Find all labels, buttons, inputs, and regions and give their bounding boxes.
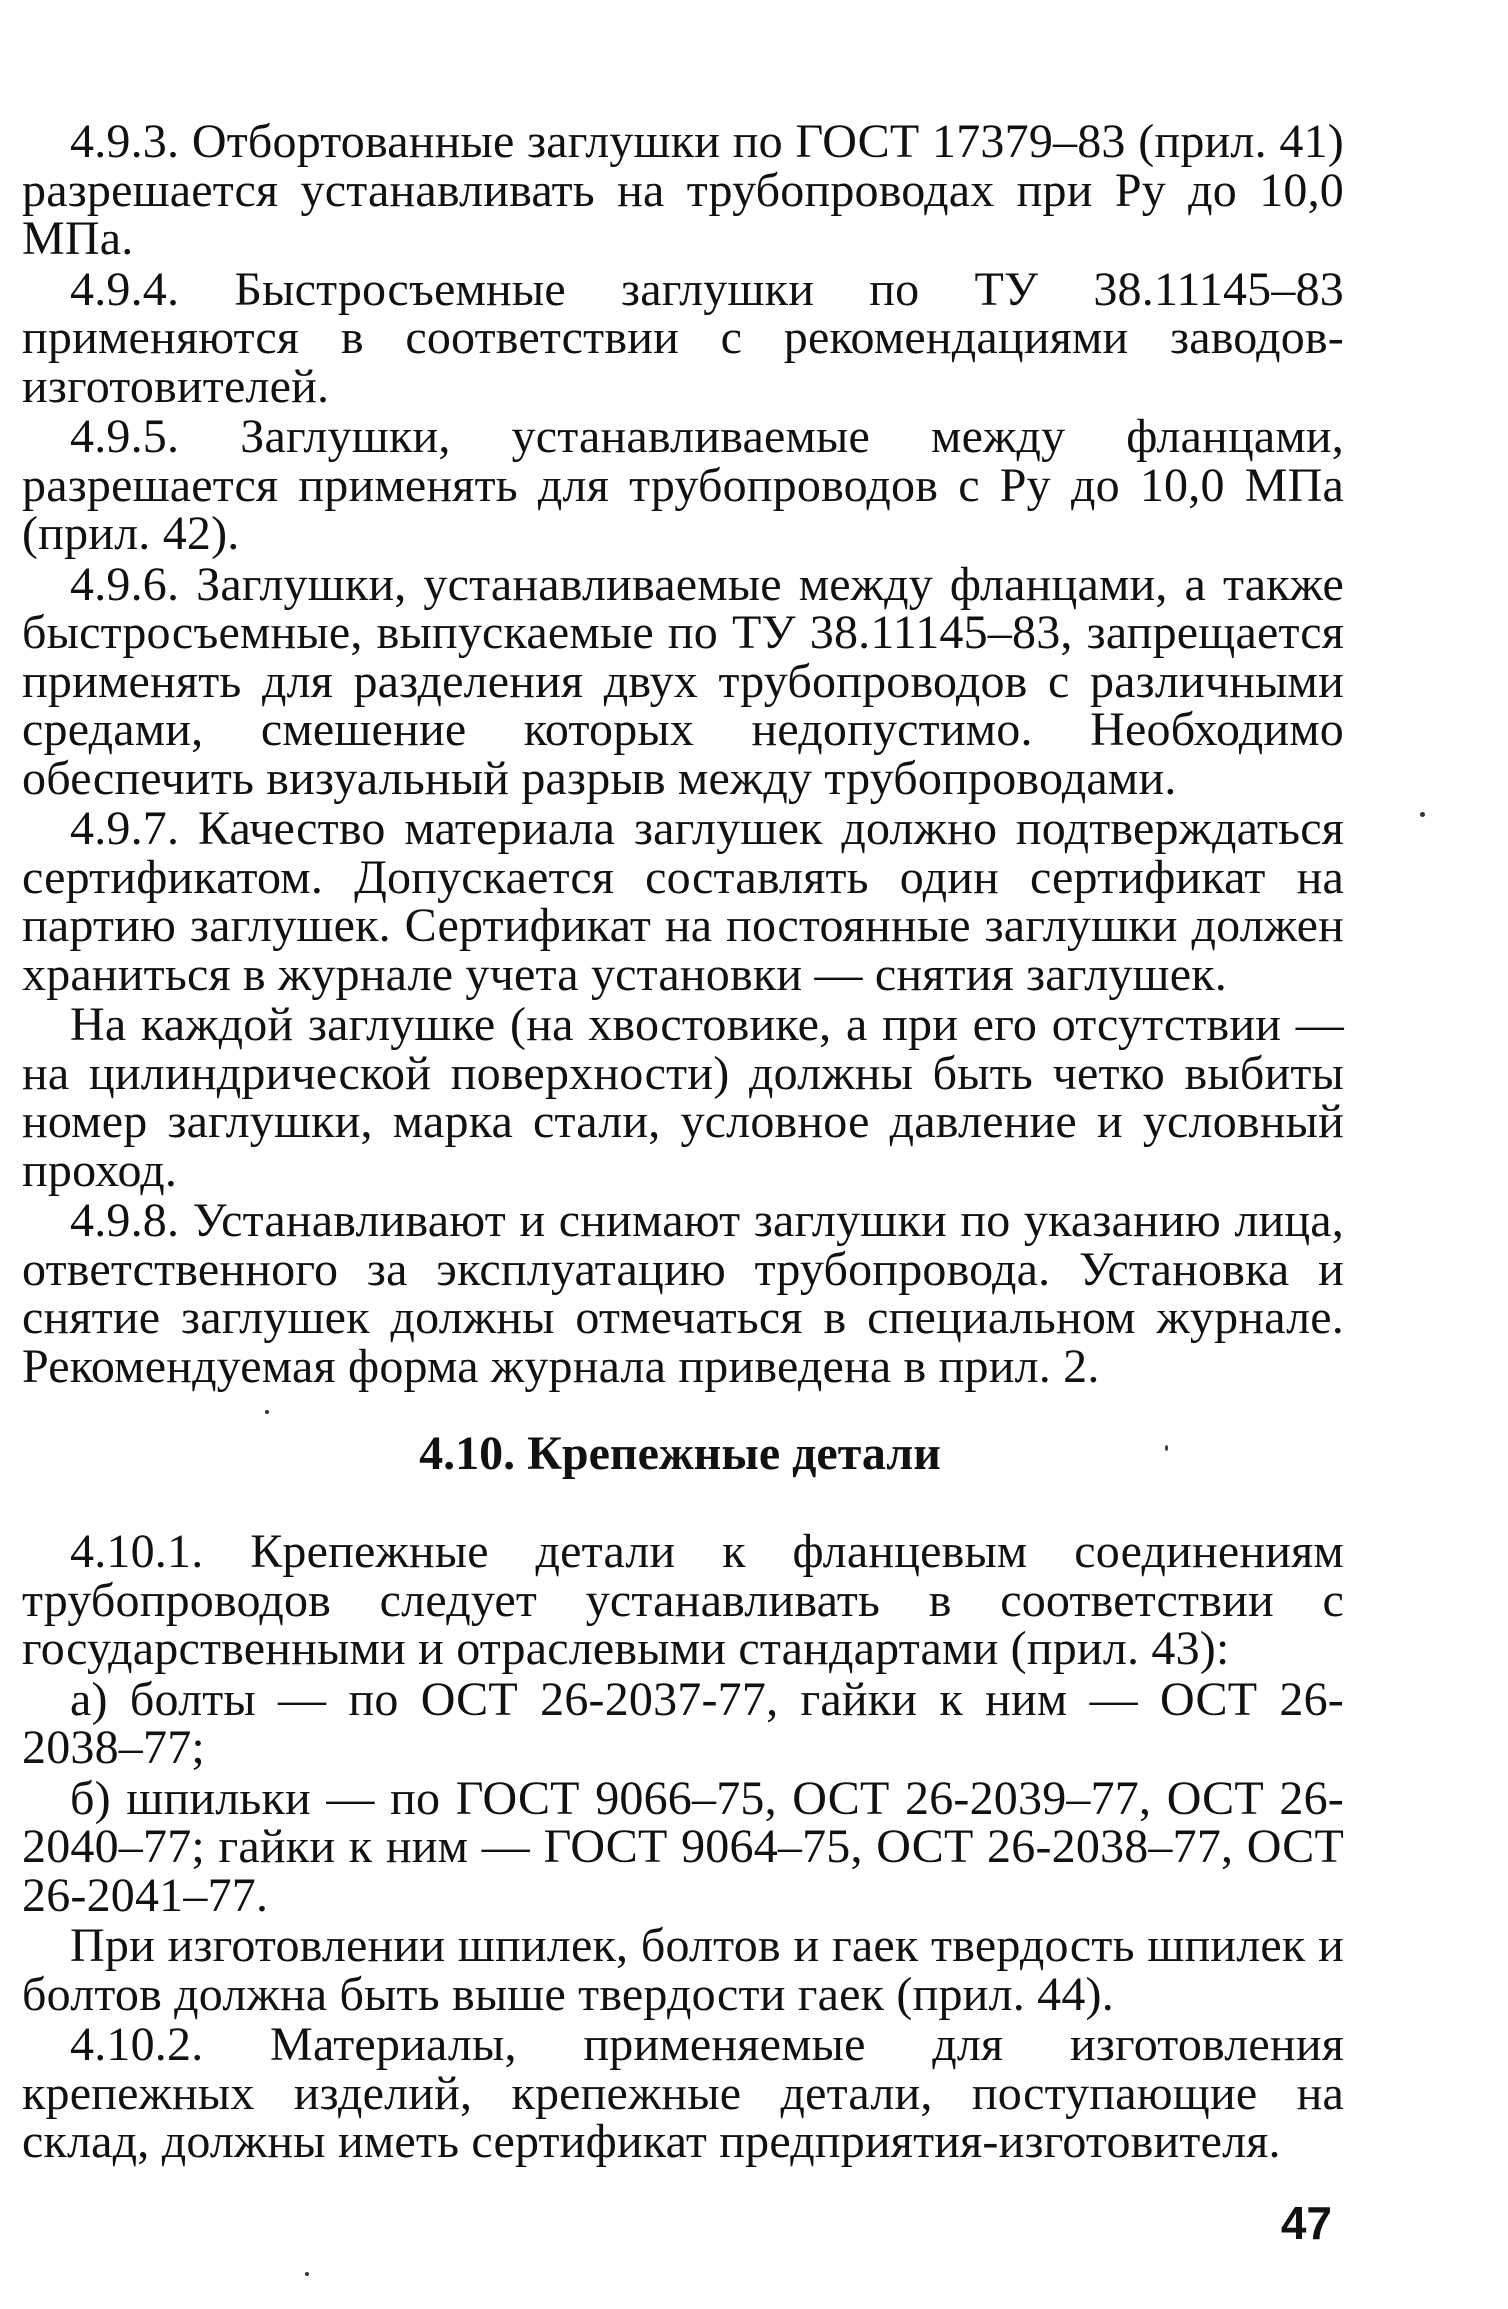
paragraph-4-9-7: 4.9.7. Качество материала заглушек должно подтверждаться сертификатом. Допускается составлять один сертификат на партию заглушек. Сертификат на постоянные заглушки должен храниться в журнале учета установки — снятия заглушек. <box>22 802 1344 1001</box>
body-text-section-4-9 <box>22 115 1344 1393</box>
paragraph-marking: На каждой заглушке (на хвостовике, а при его отсутствии — на цилиндрической поверхности) должны быть четко выбиты номер заглушки, марка стали, условное давление и условный проход. <box>22 998 1344 1197</box>
paragraph-4-9-6: 4.9.6. Заглушки, устанавливаемые между фланцами, а также быстросъемные, выпускаемые по ТУ 38.11145–83, запрещается применять для разделения двух трубопроводов с различными средами, смешение которых недопустимо. Необходимо обеспечить визуальный разрыв между трубопроводами. <box>22 557 1344 805</box>
scan-speck <box>305 2272 309 2276</box>
paragraph-4-9-8: 4.9.8. Устанавливают и снимают заглушки по указанию лица, ответственного за эксплуатацию трубопровода. Установка и снятие заглушек должны отмечаться в специальном журнале. Рекомендуемая форма журнала приведена в прил. 2. <box>22 1194 1344 1393</box>
paragraph-4-9-5: 4.9.5. Заглушки, устанавливаемые между фланцами, разрешается применять для трубопроводов с Ру до 10,0 МПа (прил. 42). <box>22 410 1344 560</box>
scan-speck <box>1420 812 1425 817</box>
paragraph-item-b: б) шпильки — по ГОСТ 9066–75, ОСТ 26-2039–77, ОСТ 26-2040–77; гайки к ним — ГОСТ 9064–75, ОСТ 26-2038–77, ОСТ 26-2041–77. <box>22 1771 1344 1922</box>
scan-speck <box>1165 1445 1168 1451</box>
paragraph-4-9-4: 4.9.4. Быстросъемные заглушки по ТУ 38.11145–83 применяются в соответствии с рекомендациями заводов-изготовителей. <box>22 262 1344 413</box>
paragraph-hardness: При изготовлении шпилек, болтов и гаек твердость шпилек и болтов должна быть выше твердости гаек (прил. 44). <box>22 1919 1344 2021</box>
paragraph-4-10-1: 4.10.1. Крепежные детали к фланцевым соединениям трубопроводов следует устанавливать в соответствии с государственными и отраслевыми стандартами (прил. 43): <box>22 1525 1344 1675</box>
page-number: 47 <box>1280 2197 1332 2249</box>
section-heading: 4.10. Крепежные детали <box>419 1427 941 1480</box>
paragraph-4-10-2: 4.10.2. Материалы, применяемые для изготовления крепежных изделий, крепежные детали, поступающие на склад, должны иметь сертификат предприятия-изготовителя. <box>22 2018 1344 2168</box>
paragraph-item-a: а) болты — по ОСТ 26-2037-77, гайки к ним — ОСТ 26-2038–77; <box>22 1672 1344 1774</box>
body-text-section-4-10 <box>22 1525 1344 2169</box>
scan-speck <box>265 1410 269 1414</box>
paragraph-4-9-3: 4.9.3. Отбортованные заглушки по ГОСТ 17379–83 (прил. 41) разрешается устанавливать на трубопроводах при Ру до 10,0 МПа. <box>22 115 1344 265</box>
